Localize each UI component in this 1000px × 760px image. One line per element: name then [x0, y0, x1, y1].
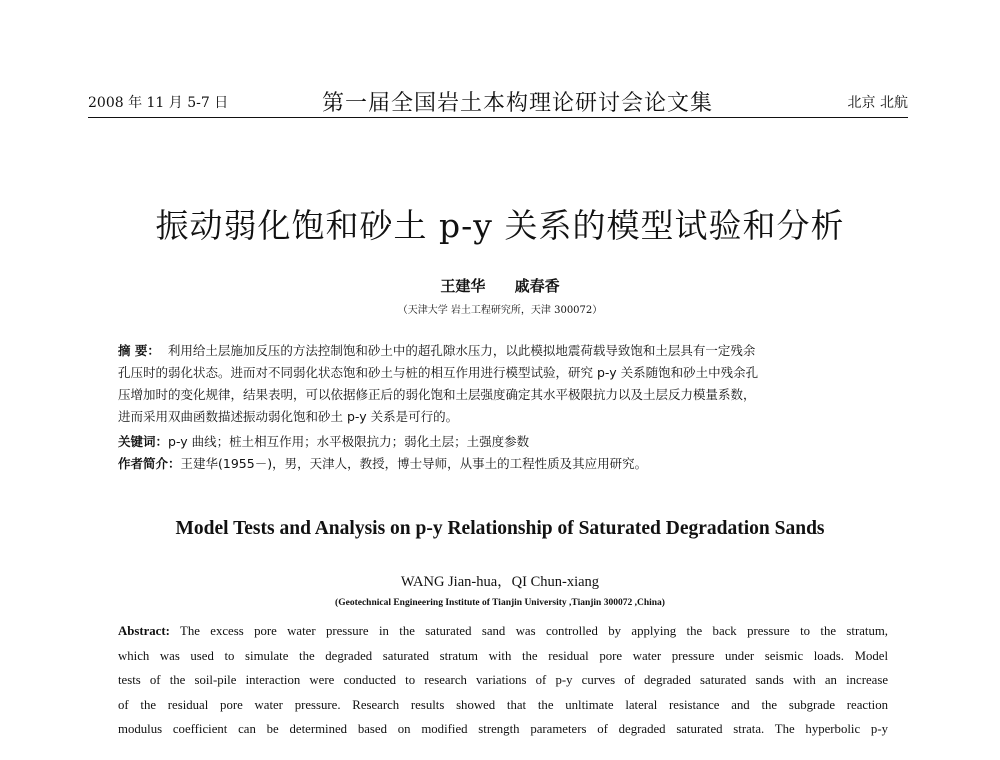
english-abstract-line: tests of the soil-pile interaction were conducted to research variations of p-y curves of degraded saturated sands with an increase	[118, 673, 888, 687]
chinese-author-bio-label: 作者简介：	[118, 456, 181, 471]
chinese-author-2: 戚春香	[514, 277, 560, 295]
header-rule	[88, 117, 908, 118]
chinese-title: 振动弱化饱和砂土 p-y 关系的模型试验和分析	[155, 206, 845, 245]
english-abstract-line: of the residual pore water pressure. Research results showed that the unltimate lateral resistance and the subgrade reaction	[118, 697, 888, 712]
english-abstract-label: Abstract:	[118, 624, 170, 638]
chinese-keywords-label: 关键词：	[118, 434, 169, 449]
header-proceedings-title: 第一届全国岩土本构理论研讨会论文集	[322, 91, 714, 116]
english-affiliation: (Geotechnical Engineering Institute of Tianjin University ,Tianjin 300072 ,China)	[335, 598, 665, 608]
chinese-author-bio	[118, 453, 888, 475]
english-title: Model Tests and Analysis on p-y Relationship of Saturated Degradation Sands	[175, 518, 825, 539]
english-abstract	[118, 619, 888, 742]
header-location: 北京 北航	[847, 95, 908, 111]
chinese-authors	[0, 275, 1000, 296]
chinese-author-bio-text: 王建华(1955－)，男，天津人，教授，博士导师，从事土的工程性质及其应用研究。	[180, 456, 648, 471]
chinese-author-1: 王建华	[440, 277, 486, 295]
english-abstract-text: The excess pore water pressure in the saturated sand was controlled by applying the back pressure to the stratum,	[180, 624, 888, 638]
chinese-affiliation: （天津大学 岩土工程研究所，天津 300072）	[397, 305, 603, 316]
chinese-abstract-line	[118, 340, 888, 362]
chinese-abstract-text: 利用给土层施加反压的方法控制饱和砂土中的超孔隙水压力，以此模拟地震荷载导致饱和土层具有一定残余	[167, 343, 756, 358]
english-authors: WANG Jian-hua，QI Chun-xiang	[400, 574, 600, 590]
english-abstract-line	[118, 619, 888, 644]
english-abstract-line: which was used to simulate the degraded saturated stratum with the residual pore water pressure under seismic loads. Model	[118, 648, 888, 663]
chinese-abstract-line: 压增加时的变化规律，结果表明，可以依据修正后的弱化饱和土层强度确定其水平极限抗力以及土层反力模量系数，	[118, 387, 756, 402]
chinese-keywords-text: p-y 曲线；桩土相互作用；水平极限抗力；弱化土层；土强度参数	[168, 434, 530, 449]
chinese-abstract-line: 进而采用双曲函数描述振动弱化饱和砂土 p-y 关系是可行的。	[118, 409, 459, 424]
chinese-abstract	[118, 340, 888, 428]
chinese-abstract-label: 摘 要：	[118, 343, 160, 358]
header-date: 2008 年 11 月 5-7 日	[88, 95, 229, 111]
chinese-keywords	[118, 431, 888, 453]
english-abstract-line: modulus coefficient can be determined based on modified strength parameters of degraded saturated strata. The hyperbolic p-y	[118, 722, 888, 736]
chinese-abstract-line: 孔压时的弱化状态。进而对不同弱化状态饱和砂土与桩的相互作用进行模型试验，研究 p-y 关系随饱和砂土中残余孔	[118, 365, 759, 380]
